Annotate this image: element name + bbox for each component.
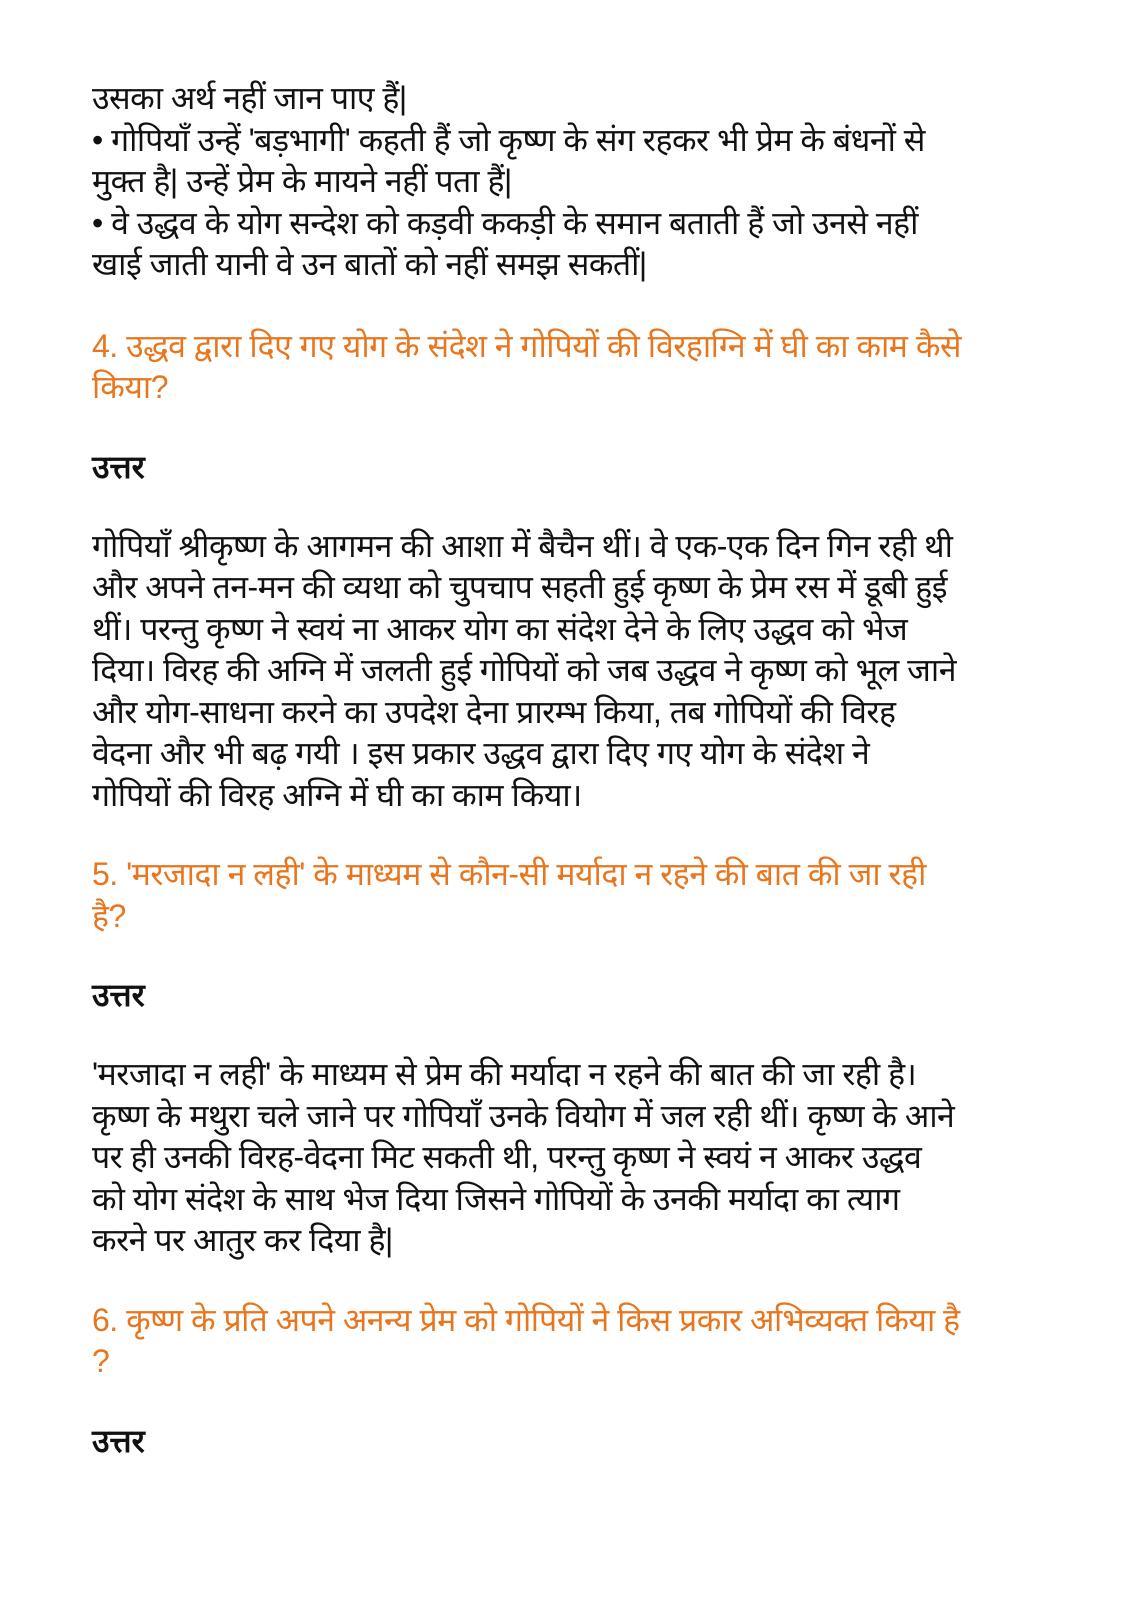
question-4 [92, 326, 1052, 409]
text-line: दिया। विरह की अग्नि में जलती हुई गोपियों को जब उद्धव ने कृष्ण को भूल जाने [92, 652, 956, 688]
text-line: पर ही उनकी विरह-वेदना मिट सकती थी, परन्तु कृष्ण ने स्वयं न आकर उद्धव [92, 1139, 922, 1175]
text-line: और योग-साधना करने का उपदेश देना प्रारम्भ किया, तब गोपियों की विरह [92, 693, 896, 730]
text-line: उसका अर्थ नहीं जान पाए हैं| [92, 80, 407, 116]
text-line: • वे उद्धव के योग सन्देश को कड़वी ककड़ी के समान बताती हैं जो उनसे नहीं [92, 204, 918, 241]
text-line: कृष्ण के मथुरा चले जाने पर गोपियाँ उनके वियोग में जल रही थीं। कृष्ण के आने [92, 1097, 955, 1134]
text-line: थीं। परन्तु कृष्ण ने स्वयं ना आकर योग का संदेश देने के लिए उद्धव को भेज [92, 610, 908, 647]
text-line: गोपियों की विरह अग्नि में घी का काम किया। [92, 776, 582, 813]
document-page [92, 78, 1052, 1462]
intro-paragraph [92, 78, 1052, 286]
text-line: वेदना और भी बढ़ गयी । इस प्रकार उद्धव द्वारा दिए गए योग के संदेश ने [92, 735, 870, 771]
answer-heading-4: उत्तर [92, 448, 145, 485]
text-line: • गोपियाँ उन्हें 'बड़भागी' कहती हैं जो कृष्ण के संग रहकर भी प्रेम के बंधनों से [92, 121, 925, 158]
text-line: है? [92, 897, 126, 934]
text-line: ? [92, 1343, 110, 1379]
text-line: 5. 'मरजादा न लही' के माध्यम से कौन-सी मर्यादा न रहने की बात की जा रही [92, 856, 926, 892]
answer-4 [92, 526, 1052, 817]
text-line: किया? [92, 369, 169, 405]
answer-heading-5: उत्तर [92, 977, 145, 1013]
text-line: और अपने तन-मन की व्यथा को चुपचाप सहती हुई कृष्ण के प्रेम रस में डूबी हुई [92, 569, 947, 605]
text-line: को योग संदेश के साथ भेज दिया जिसने गोपियों के उनकी मर्यादा का त्याग [92, 1180, 900, 1217]
text-line: करने पर आतुर कर दिया है| [92, 1222, 393, 1258]
answer-heading-6: उत्तर [92, 1422, 145, 1459]
question-6 [92, 1300, 1052, 1383]
text-line: गोपियाँ श्रीकृष्ण के आगमन की आशा में बैचैन थीं। वे एक-एक दिन गिन रही थी [92, 527, 953, 564]
text-line: 4. उद्धव द्वारा दिए गए योग के संदेश ने गोपियों की विरहाग्नि में घी का काम कैसे [92, 327, 962, 364]
text-line: मुक्त है| उन्हें प्रेम के मायने नहीं पता हैं| [92, 163, 512, 199]
question-5 [92, 854, 1052, 937]
answer-5 [92, 1054, 1052, 1262]
text-line: 'मरजादा न लही' के माध्यम से प्रेम की मर्यादा न रहने की बात की जा रही है। [92, 1056, 917, 1092]
text-line: खाई जाती यानी वे उन बातों को नहीं समझ सकतीं| [92, 246, 647, 282]
text-line: 6. कृष्ण के प्रति अपने अनन्य प्रेम को गोपियों ने किस प्रकार अभिव्यक्त किया है [92, 1301, 960, 1338]
